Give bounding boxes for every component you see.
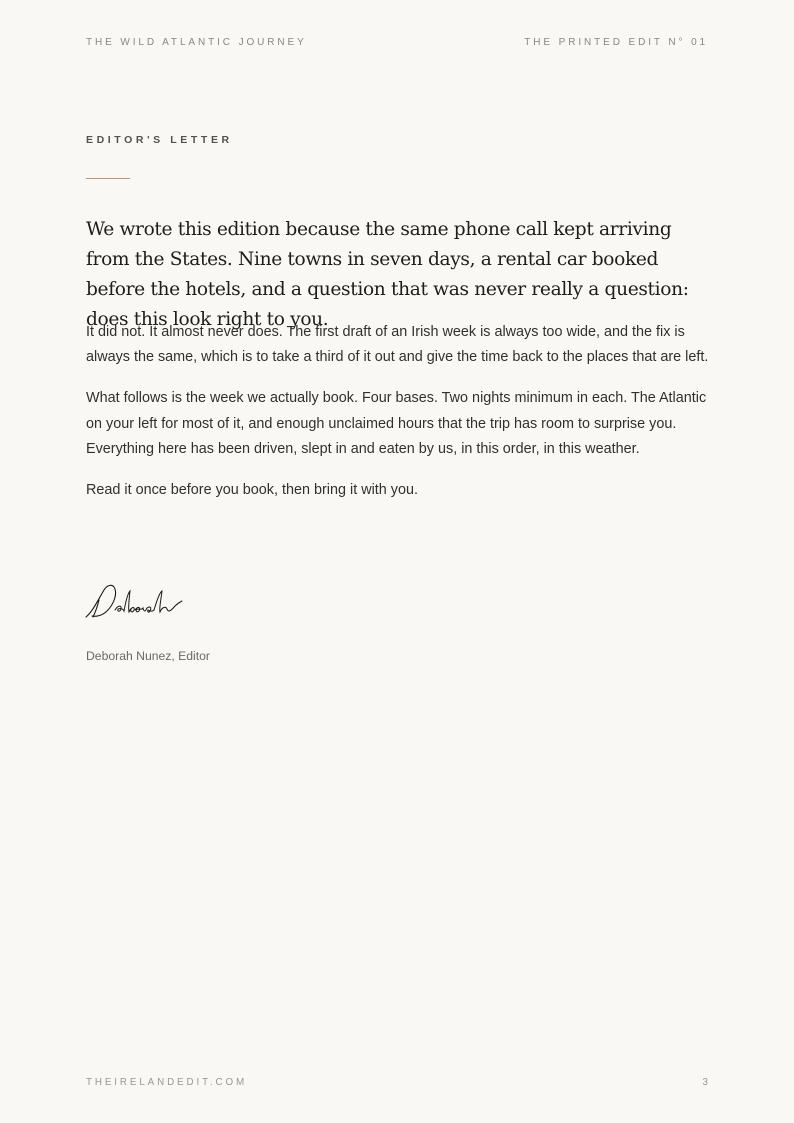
body-paragraph: What follows is the week we actually book. Four bases. Two nights minimum in each. The Atlantic on your left for most of it, and enough unclaimed hours that the trip has room to surprise you. Everything here has been driven, slept in and eaten by us, in this order, in this weather. [86, 390, 707, 457]
page-number: 3 [702, 1077, 708, 1088]
signatory-name: Deborah Nunez, Editor [86, 649, 210, 663]
accent-rule [86, 178, 130, 179]
body-paragraph: Read it once before you book, then bring it with you. [86, 482, 418, 499]
letter-body [86, 320, 712, 519]
page-footer [86, 1077, 708, 1089]
edition-label: THE PRINTED EDIT N° 01 [524, 37, 708, 48]
running-header [86, 37, 708, 49]
website-link: THEIRELANDEDIT.COM [86, 1077, 248, 1088]
lede-paragraph: We wrote this edition because the same phone call kept arriving from the States. Nine towns in seven days, a rental car booked before the hotels, and a question that was never really a question: does this look right to you. [86, 219, 689, 330]
handwritten-signature [84, 578, 184, 626]
body-paragraph: It did not. It almost never does. The first draft of an Irish week is always too wide, and the fix is always the same, which is to take a third of it out and give the time back to the places that are left. [86, 324, 709, 366]
section-kicker: EDITOR'S LETTER [86, 134, 233, 146]
publication-title: THE WILD ATLANTIC JOURNEY [86, 37, 307, 48]
